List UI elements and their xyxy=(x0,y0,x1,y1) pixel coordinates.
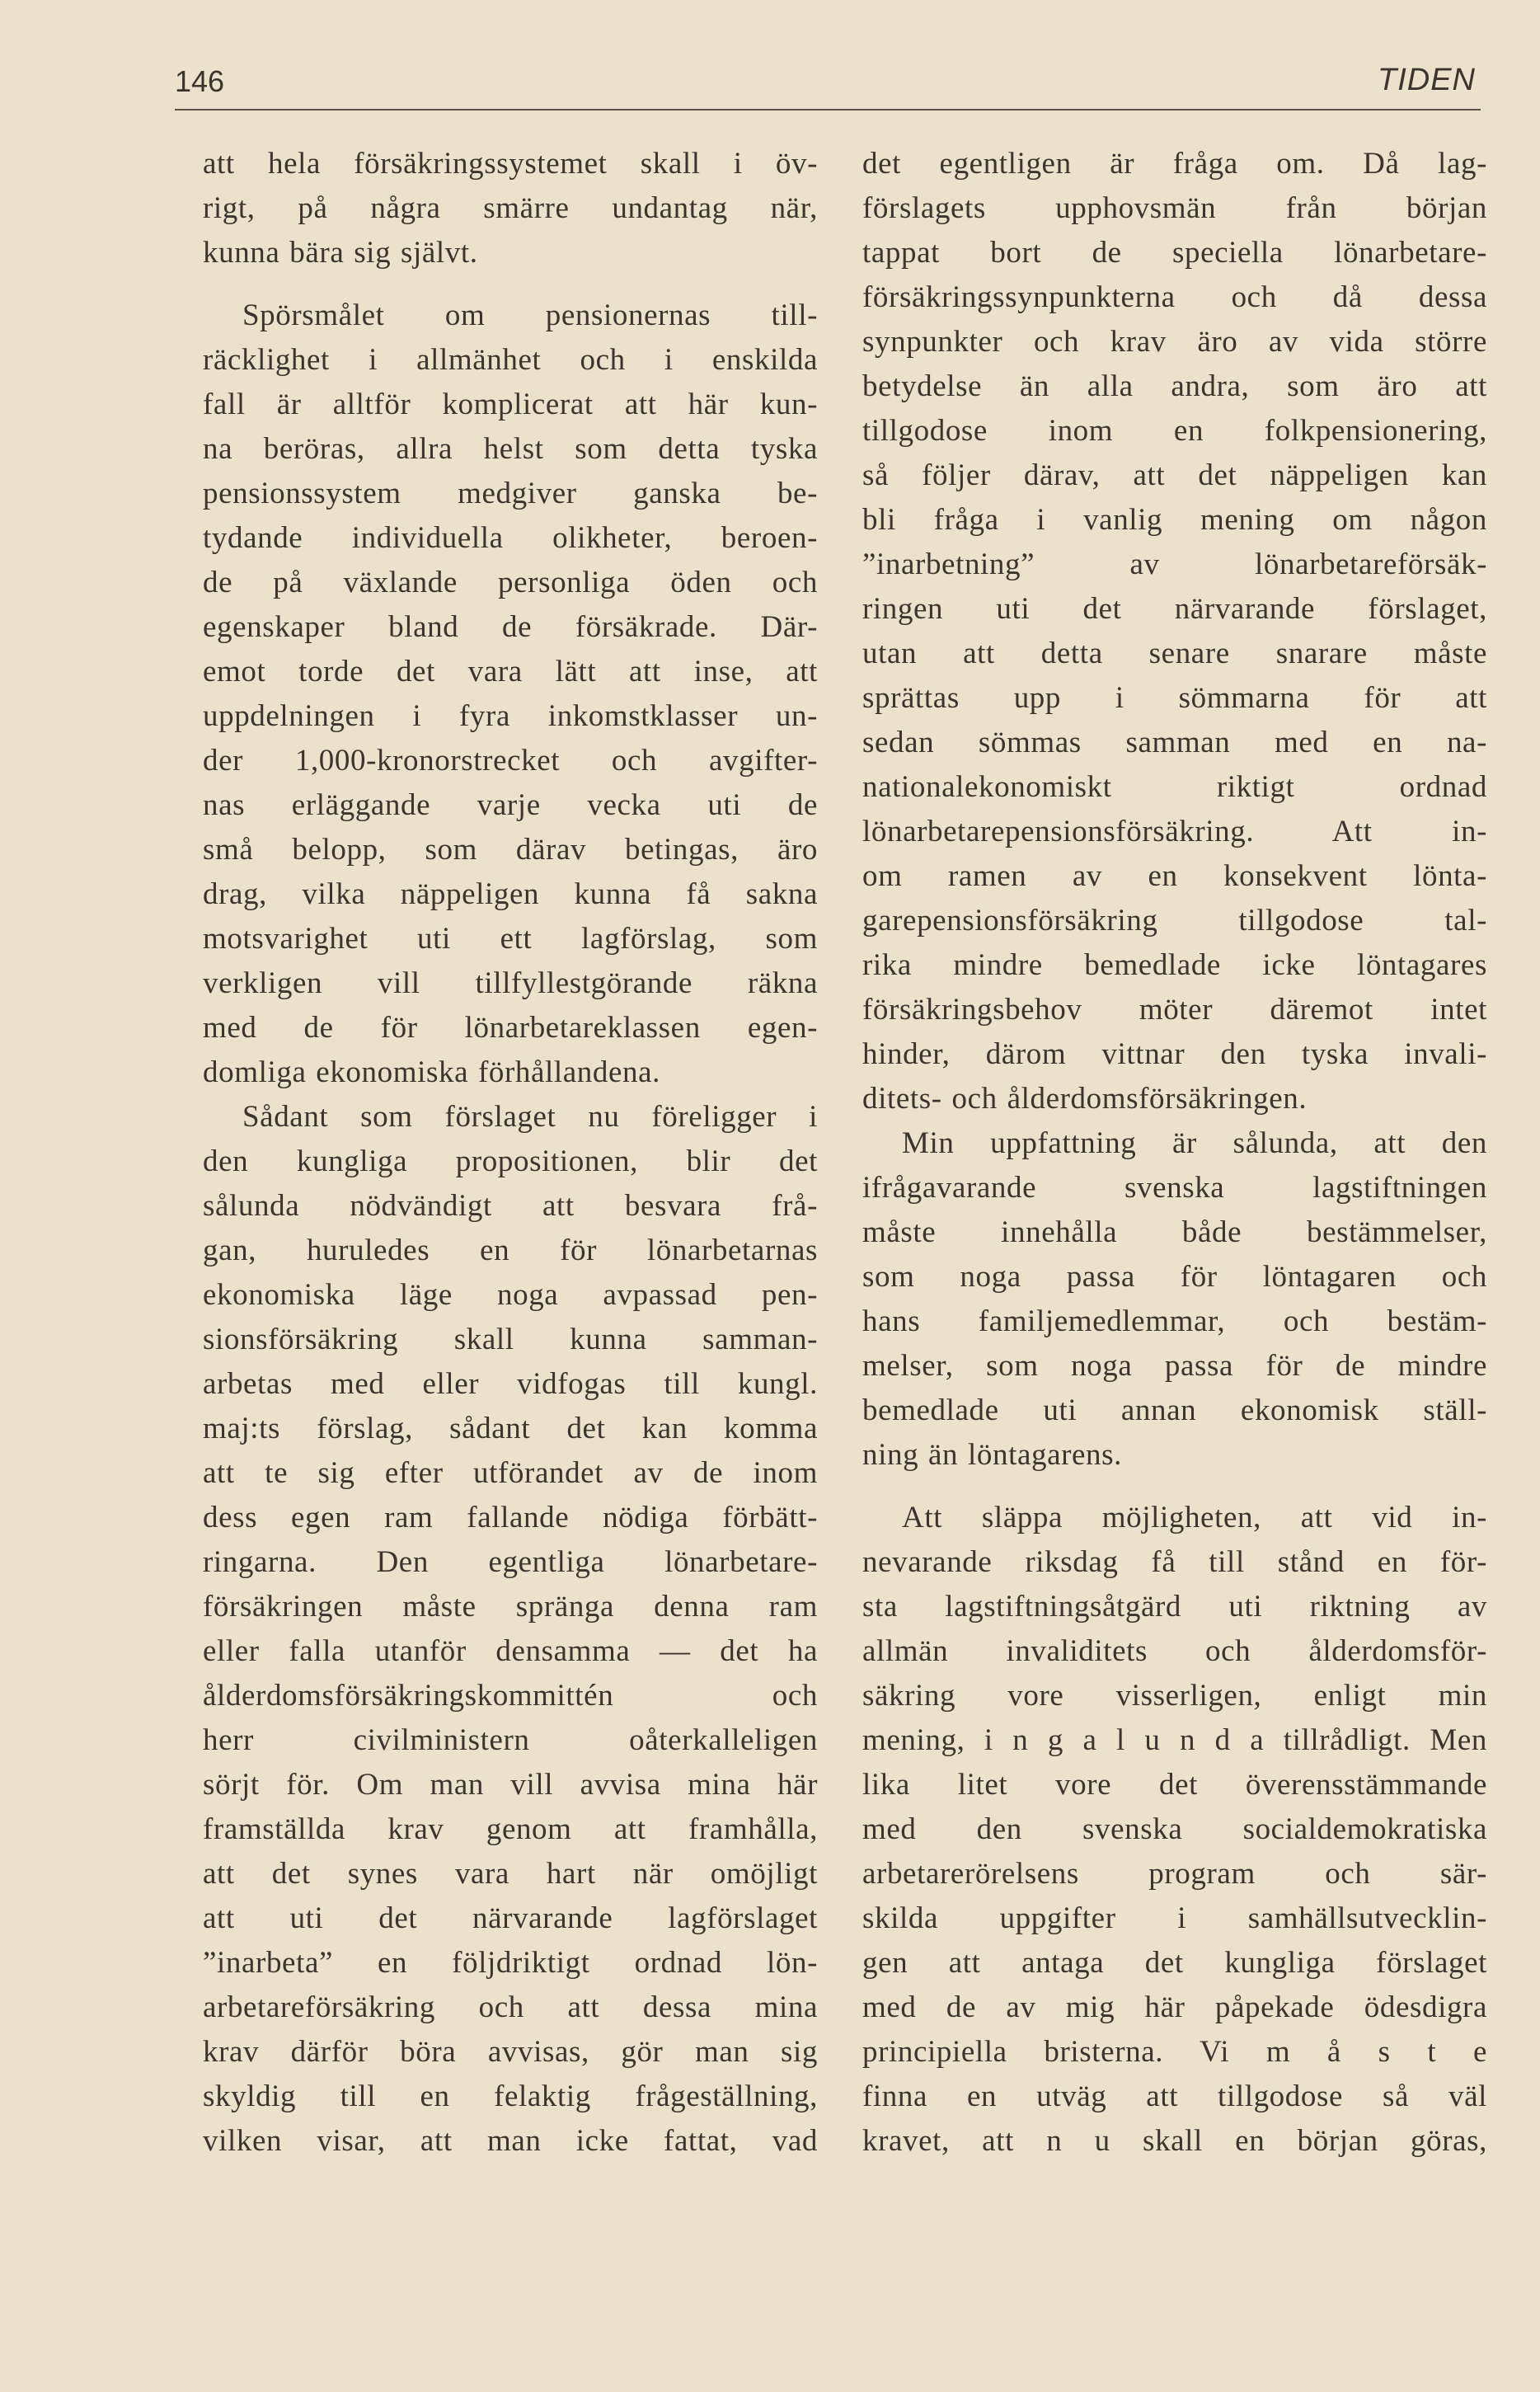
text-line: tillgodose inom en folkpensionering, xyxy=(862,414,1487,448)
text-line: domliga ekonomiska förhållandena. xyxy=(203,1055,661,1089)
text-line: sedan sömmas samman med en na- xyxy=(862,726,1487,759)
paragraph xyxy=(862,1496,1487,2164)
text-line: skilda uppgifter i samhällsutvecklin- xyxy=(862,1901,1487,1935)
text-line: måste innehålla både bestämmelser, xyxy=(862,1215,1487,1249)
text-line: det egentligen är fråga om. Då lag- xyxy=(862,147,1487,181)
text-column-left xyxy=(203,142,818,2164)
text-line: med de för lönarbetareklassen egen- xyxy=(203,1011,818,1045)
text-line: maj:ts förslag, sådant det kan komma xyxy=(203,1412,818,1445)
text-line: små belopp, som därav betingas, äro xyxy=(203,833,818,867)
text-line: betydelse än alla andra, som äro att xyxy=(862,369,1487,403)
text-line: ringen uti det närvarande förslaget, xyxy=(862,592,1487,626)
text-line: der 1,000-kronorstrecket och avgifter- xyxy=(203,744,818,778)
text-line: fall är alltför komplicerat att här kun- xyxy=(203,388,818,421)
text-line: garepensionsförsäkring tillgodose tal- xyxy=(862,904,1487,938)
text-line: na beröras, allra helst som detta tyska xyxy=(203,432,818,466)
text-column-right xyxy=(862,142,1487,2164)
text-line: att uti det närvarande lagförslaget xyxy=(203,1901,818,1935)
text-line: drag, vilka näppeligen kunna få sakna xyxy=(203,877,818,911)
text-line: ning än löntagarens. xyxy=(862,1438,1122,1472)
paragraph xyxy=(203,294,818,1095)
text-line: emot torde det vara lätt att inse, att xyxy=(203,655,818,688)
text-line: sionsförsäkring skall kunna samman- xyxy=(203,1323,818,1356)
text-line: kravet, att n u skall en början göras, xyxy=(862,2124,1487,2158)
text-line: utan att detta senare snarare måste xyxy=(862,637,1487,670)
text-line: nevarande riksdag få till stånd en för- xyxy=(862,1545,1487,1579)
text-line: att hela försäkringssystemet skall i öv- xyxy=(203,147,818,181)
text-line: nas erläggande varje vecka uti de xyxy=(203,788,818,822)
text-line: synpunkter och krav äro av vida större xyxy=(862,325,1487,359)
text-line: Att släppa möjligheten, att vid in- xyxy=(902,1501,1487,1534)
text-line: försäkringssynpunkterna och då dessa xyxy=(862,280,1487,314)
text-line: dess egen ram fallande nödiga förbätt- xyxy=(203,1501,818,1534)
text-line: pensionssystem medgiver ganska be- xyxy=(203,477,818,510)
text-line: ekonomiska läge noga avpassad pen- xyxy=(203,1278,818,1312)
text-line: ifrågavarande svenska lagstiftningen xyxy=(862,1171,1487,1205)
text-line: försäkringen måste spränga denna ram xyxy=(203,1590,818,1624)
text-line: hinder, därom vittnar den tyska invali- xyxy=(862,1037,1487,1071)
text-line: tydande individuella olikheter, beroen- xyxy=(203,521,818,555)
text-line: så följer därav, att det näppeligen kan xyxy=(862,458,1487,492)
text-line: eller falla utanför densamma — det ha xyxy=(203,1634,818,1668)
text-line: med de av mig här påpekade ödesdigra xyxy=(862,1990,1487,2024)
text-line: mening, i n g a l u n d a tillrådligt. Men xyxy=(862,1723,1487,1757)
text-line: melser, som noga passa för de mindre xyxy=(862,1349,1487,1383)
header-rule xyxy=(175,109,1481,110)
text-line: ålderdomsförsäkringskommittén och xyxy=(203,1679,818,1713)
text-line: egenskaper bland de försäkrade. Där- xyxy=(203,610,818,644)
text-line: gen att antaga det kungliga förslaget xyxy=(862,1946,1487,1980)
text-line: ditets- och ålderdomsförsäkringen. xyxy=(862,1082,1308,1116)
text-line: principiella bristerna. Vi m å s t e xyxy=(862,2035,1487,2069)
text-line: nationalekonomiskt riktigt ordnad xyxy=(862,770,1487,804)
text-line: sprättas upp i sömmarna för att xyxy=(862,681,1487,715)
text-line: gan, huruledes en för lönarbetarnas xyxy=(203,1234,818,1267)
text-line: tappat bort de speciella lönarbetare- xyxy=(862,236,1487,270)
text-line: bemedlade uti annan ekonomisk ställ- xyxy=(862,1393,1487,1427)
text-line: rika mindre bemedlade icke löntagares xyxy=(862,948,1487,982)
paragraph xyxy=(203,142,818,275)
text-line: arbetarerörelsens program och sär- xyxy=(862,1857,1487,1891)
text-line: som noga passa för löntagaren och xyxy=(862,1260,1487,1294)
text-line: sålunda nödvändigt att besvara frå- xyxy=(203,1189,818,1223)
text-line: försäkringsbehov möter däremot intet xyxy=(862,993,1487,1027)
text-line: rigt, på några smärre undantag när, xyxy=(203,191,818,225)
text-line: vilken visar, att man icke fattat, vad xyxy=(203,2124,818,2158)
paragraph xyxy=(862,142,1487,1121)
text-line: motsvarighet uti ett lagförslag, som xyxy=(203,922,818,956)
text-line: Min uppfattning är sålunda, att den xyxy=(902,1126,1487,1160)
text-line: att te sig efter utförandet av de inom xyxy=(203,1456,818,1490)
text-line: Sådant som förslaget nu föreligger i xyxy=(242,1100,818,1134)
text-line: uppdelningen i fyra inkomstklasser un- xyxy=(203,699,818,733)
text-line: arbetareförsäkring och att dessa mina xyxy=(203,1990,818,2024)
text-line: sörjt för. Om man vill avvisa mina här xyxy=(203,1768,818,1802)
text-line: allmän invaliditets och ålderdomsför- xyxy=(862,1634,1487,1668)
text-line: ”inarbetning” av lönarbetareförsäk- xyxy=(862,547,1487,581)
text-line: förslagets upphovsmän från början xyxy=(862,191,1487,225)
text-line: krav därför böra avvisas, gör man sig xyxy=(203,2035,818,2069)
paragraph xyxy=(862,1121,1487,1478)
text-line: sta lagstiftningsåtgärd uti riktning av xyxy=(862,1590,1487,1624)
text-line: herr civilministern oåterkalleligen xyxy=(203,1723,818,1757)
paragraph xyxy=(203,1095,818,2164)
journal-title: TIDEN xyxy=(1378,63,1476,97)
text-line: kunna bära sig självt. xyxy=(203,236,478,270)
text-line: den kungliga propositionen, blir det xyxy=(203,1144,818,1178)
text-line: med den svenska socialdemokratiska xyxy=(862,1812,1487,1846)
text-line: de på växlande personliga öden och xyxy=(203,566,818,599)
text-line: räcklighet i allmänhet och i enskilda xyxy=(203,343,818,377)
text-line: finna en utväg att tillgodose så väl xyxy=(862,2079,1487,2113)
text-line: om ramen av en konsekvent lönta- xyxy=(862,859,1487,893)
text-line: verkligen vill tillfyllestgörande räkna xyxy=(203,966,818,1000)
text-line: lika litet vore det överensstämmande xyxy=(862,1768,1487,1802)
text-line: arbetas med eller vidfogas till kungl. xyxy=(203,1367,818,1401)
text-line: säkring vore visserligen, enligt min xyxy=(862,1679,1487,1713)
text-line: bli fråga i vanlig mening om någon xyxy=(862,503,1487,537)
text-line: lönarbetarepensionsförsäkring. Att in- xyxy=(862,815,1487,848)
page-number: 146 xyxy=(175,64,225,98)
text-line: hans familjemedlemmar, och bestäm- xyxy=(862,1304,1487,1338)
text-line: ringarna. Den egentliga lönarbetare- xyxy=(203,1545,818,1579)
text-line: skyldig till en felaktig frågeställning, xyxy=(203,2079,818,2113)
text-line: framställda krav genom att framhålla, xyxy=(203,1812,818,1846)
text-line: ”inarbeta” en följdriktigt ordnad lön- xyxy=(203,1946,818,1980)
text-line: Spörsmålet om pensionernas till- xyxy=(242,298,818,332)
text-line: att det synes vara hart när omöjligt xyxy=(203,1857,818,1891)
